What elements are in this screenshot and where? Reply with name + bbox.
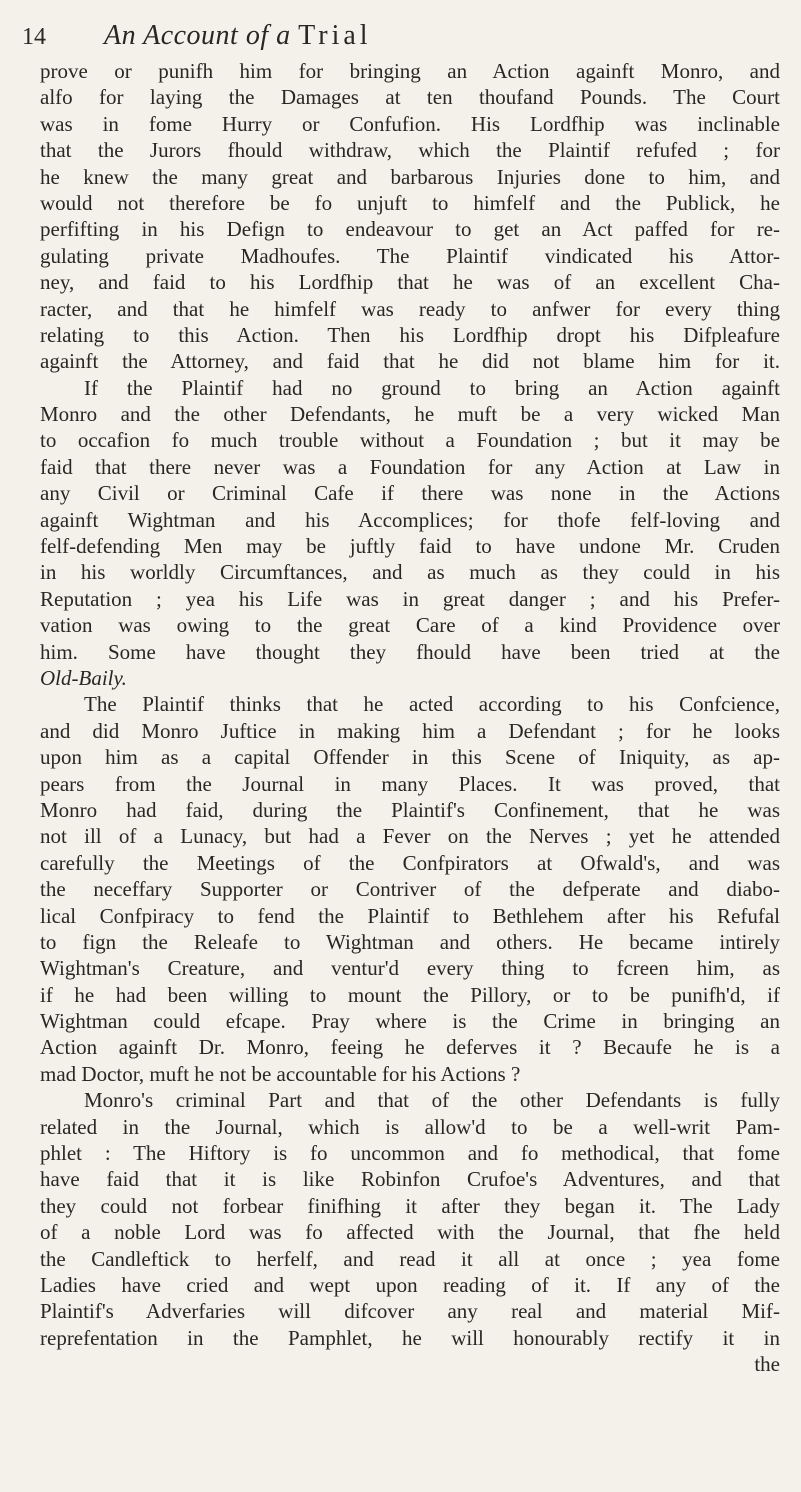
text-line: ney, and faid to his Lordfhip that he was of an excellent Cha- [40,270,780,295]
text-line: and did Monro Juftice in making him a Defendant ; for he looks [40,718,780,743]
text-line: Wightman's Creature, and ventur'd every thing to fcreen him, as [40,956,780,981]
text-line: he knew the many great and barbarous Injuries done to him, and [40,164,780,189]
text-line: relating to this Action. Then his Lordfhip dropt his Difpleafure [40,322,780,347]
text-line: reprefentation in the Pamphlet, he will honourably rectify it in [40,1325,780,1350]
text-line: Plaintif's Adverfaries will difcover any real and material Mif- [40,1299,780,1324]
running-header [22,18,767,52]
text-line: The Plaintif thinks that he acted according to his Confcience, [84,692,780,717]
page-number: 14 [22,24,46,50]
text-line: Action againft Dr. Monro, feeing he deferves it ? Becaufe he is a [40,1035,780,1060]
running-title [104,20,372,52]
text-line: related in the Journal, which is allow'd to be a well-writ Pam- [40,1114,780,1139]
text-line: mad Doctor, muft he not be accountable for his Actions ? [40,1061,521,1086]
text-line: Ladies have cried and wept upon reading of it. If any of the [40,1272,780,1297]
text-line: have faid that it is like Robinfon Crufoe's Adventures, and that [40,1167,780,1192]
running-title-italic: An Account of a [104,20,291,51]
text-line: the Candleftick to herfelf, and read it all at once ; yea fome [40,1246,780,1271]
text-line: was in fome Hurry or Confufion. His Lordfhip was inclinable [40,111,780,136]
text-line: of a noble Lord was fo affected with the Journal, that fhe held [40,1220,780,1245]
text-line: If the Plaintif had no ground to bring an Action againft [84,375,780,400]
text-line: Monro and the other Defendants, he muft be a very wicked Man [40,402,780,427]
text-line: againft Wightman and his Accomplices; for thofe felf-loving and [40,507,780,532]
text-line: gulating private Madhoufes. The Plaintif vindicated his Attor- [40,243,780,268]
text-line: carefully the Meetings of the Confpirators at Ofwald's, and was [40,850,780,875]
text-line: faid that there never was a Foundation for any Action at Law in [40,454,780,479]
text-line: not ill of a Lunacy, but had a Fever on the Nerves ; yet he attended [40,824,780,849]
text-line: would not therefore be fo unjuft to himfelf and the Publick, he [40,190,780,215]
text-line: racter, and that he himfelf was ready to anfwer for every thing [40,296,780,321]
text-line: to fign the Releafe to Wightman and others. He became intirely [40,929,780,954]
text-line: they could not forbear finifhing it after they began it. The Lady [40,1193,780,1218]
text-line: Monro's criminal Part and that of the other Defendants is fully [84,1088,780,1113]
text-line: Monro had faid, during the Plaintif's Confinement, that he was [40,797,780,822]
text-line: vation was owing to the great Care of a kind Providence over [40,613,780,638]
text-line: alfo for laying the Damages at ten thoufand Pounds. The Court [40,85,780,110]
text-line: in his worldly Circumftances, and as much as they could in his [40,560,780,585]
text-line: if he had been willing to mount the Pillory, or to be punifh'd, if [40,982,780,1007]
text-line: perfifting in his Defign to endeavour to get an Act paffed for re- [40,217,780,242]
text-line: prove or punifh him for bringing an Action againft Monro, and [40,59,780,83]
text-line: Wightman could efcape. Pray where is the Crime in bringing an [40,1009,780,1034]
text-line: any Civil or Criminal Cafe if there was none in the Actions [40,481,780,506]
text-line: felf-defending Men may be juftly faid to have undone Mr. Cruden [40,534,780,559]
text-line: the neceffary Supporter or Contriver of the defperate and diabo- [40,877,780,902]
catchword: the [754,1352,780,1377]
text-line: againft the Attorney, and faid that he did not blame him for it. [40,349,780,374]
text-line: phlet : The Hiftory is fo uncommon and fo methodical, that fome [40,1141,780,1166]
text-line: him. Some have thought they fhould have been tried at the [40,639,780,664]
text-line: upon him as a capital Offender in this Scene of Iniquity, as ap- [40,745,780,770]
text-line: that the Jurors fhould withdraw, which the Plaintif refufed ; for [40,138,780,163]
text-line: Old-Baily. [40,665,127,690]
running-title-caps: Trial [298,20,372,51]
text-line: lical Confpiracy to fend the Plaintif to Bethlehem after his Refufal [40,903,780,928]
body-text [40,58,780,1378]
text-line: pears from the Journal in many Places. It was proved, that [40,771,780,796]
text-line: to occafion fo much trouble without a Foundation ; but it may be [40,428,780,453]
text-line: Reputation ; yea his Life was in great danger ; and his Prefer- [40,586,780,611]
